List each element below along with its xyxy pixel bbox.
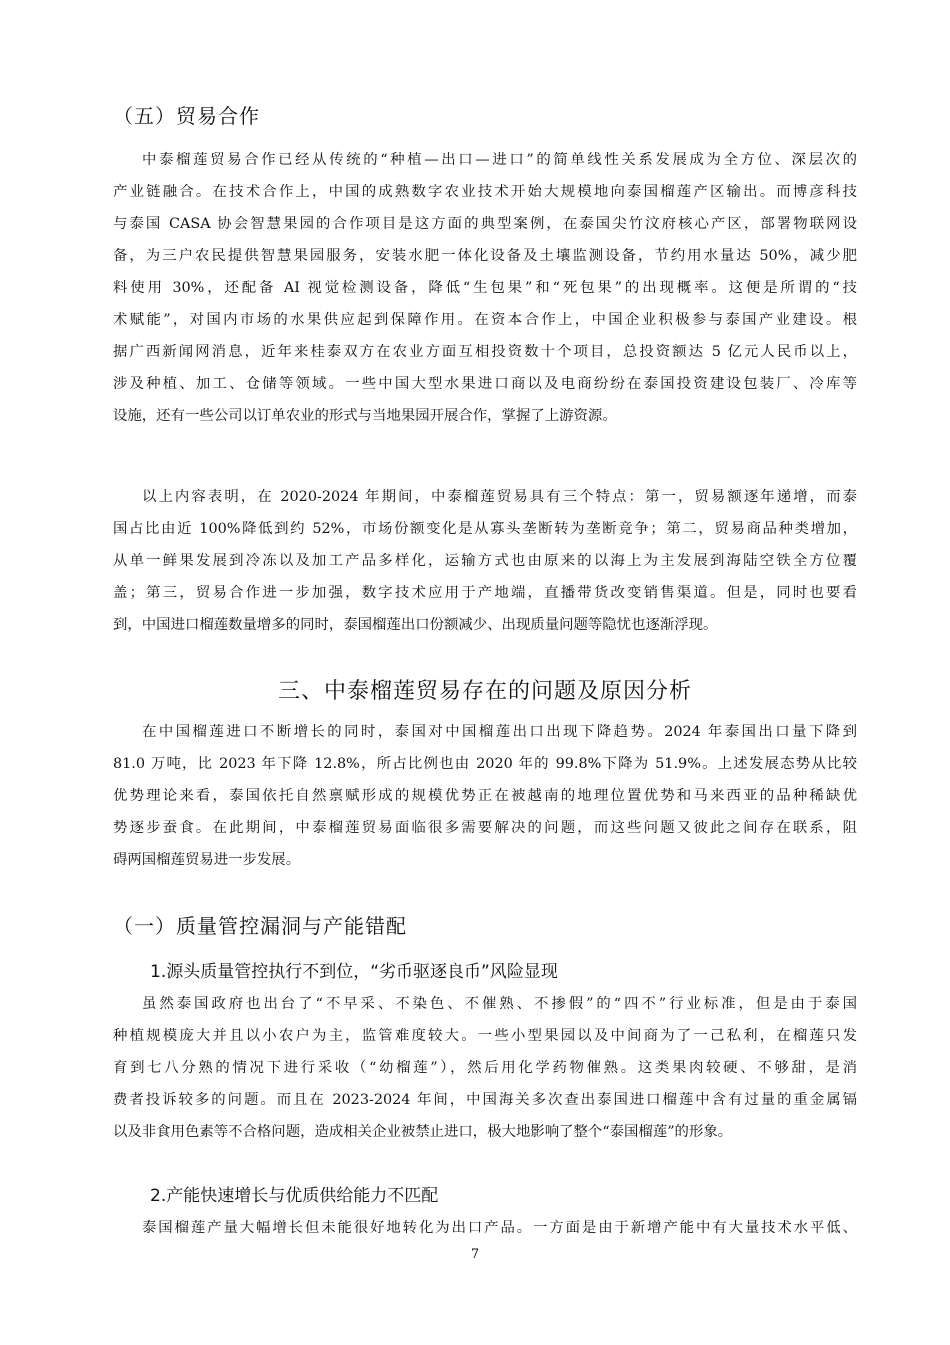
text-line: 到，中国进口榴莲数量增多的同时，泰国榴莲出口份额减少、出现质量问题等隐忧也逐渐浮现。 [113, 617, 718, 633]
text-line: 势逐步蚕食。在此期间，中泰榴莲贸易面临很多需要解决的问题，而这些问题又彼此之间存在联系，阻 [113, 820, 857, 836]
text-line: 产业链融合。在技术合作上，中国的成熟数字农业技术开始大规模地向泰国榴莲产区输出。而博彦科技 [113, 184, 857, 200]
text-line: 盖；第三，贸易合作进一步加强，数字技术应用于产地端，直播带货改变销售渠道。但是，同时也要看 [113, 585, 857, 601]
text-line: 虽然泰国政府也出台了“不早采、不染色、不催熟、不掺假”的“四不”行业标准，但是由于泰国 [142, 996, 857, 1012]
paragraph-summary [113, 481, 857, 641]
section-heading-quality: （一）质量管控漏洞与产能错配 [113, 914, 407, 938]
text-line: 优势理论来看，泰国依托自然禀赋形成的规模优势正在被越南的地理位置优势和马来西亚的品种稀缺优 [113, 788, 857, 804]
text-line: 涉及种植、加工、仓储等领域。一些中国大型水果进口商以及电商纷纷在泰国投资建设包装厂、冷库等 [113, 376, 857, 392]
text-line: 术赋能”，对国内市场的水果供应起到保障作用。在资本合作上，中国企业积极参与泰国产业建设。根 [113, 312, 857, 328]
text-line: 与泰国 CASA 协会智慧果园的合作项目是这方面的典型案例，在泰国尖竹汶府核心产区，部署物联网设 [113, 216, 857, 232]
subsection-heading-2: 2.产能快速增长与优质供给能力不匹配 [150, 1186, 439, 1206]
text-line: 育到七八分熟的情况下进行采收（“幼榴莲”），然后用化学药物催熟。这类果肉较硬、不够甜，是消 [113, 1060, 857, 1076]
text-line: 费者投诉较多的问题。而且在 2023-2024 年间，中国海关多次查出泰国进口榴莲中含有过量的重金属镉 [113, 1092, 857, 1108]
paragraph-capacity [113, 1212, 857, 1244]
paragraph-quality-control [113, 988, 857, 1148]
text-line: 以上内容表明，在 2020-2024 年期间，中泰榴莲贸易具有三个特点：第一，贸易额逐年递增，而泰 [142, 489, 857, 505]
text-line: 泰国榴莲产量大幅增长但未能很好地转化为出口产品。一方面是由于新增产能中有大量技术水平低、 [142, 1220, 857, 1236]
text-line: 料使用 30%，还配备 AI 视觉检测设备，降低“生包果”和“死包果”的出现概率。这便是所谓的“技 [113, 280, 857, 296]
paragraph-problems-intro [113, 716, 857, 876]
text-line: 碍两国榴莲贸易进一步发展。 [113, 852, 301, 868]
text-line: 81.0 万吨，比 2023 年下降 12.8%，所占比例也由 2020 年的 99.8%下降为 51.9%。上述发展态势从比较 [113, 756, 857, 772]
text-line: 以及非食用色素等不合格问题，造成相关企业被禁止进口，极大地影响了整个“泰国榴莲”的形象。 [113, 1124, 733, 1140]
text-line: 种植规模庞大并且以小农户为主，监管难度较大。一些小型果园以及中间商为了一己私利，在榴莲只发 [113, 1028, 857, 1044]
chapter-heading-problems: 三、中泰榴莲贸易存在的问题及原因分析 [277, 679, 692, 704]
text-line: 从单一鲜果发展到冷冻以及加工产品多样化，运输方式也由原来的以海上为主发展到海陆空铁全方位覆 [113, 553, 857, 569]
subsection-heading-1: 1.源头质量管控执行不到位，“劣币驱逐良币”风险显现 [150, 962, 558, 982]
text-line: 备，为三户农民提供智慧果园服务，安装水肥一体化设备及土壤监测设备，节约用水量达 50%，减少肥 [113, 248, 857, 264]
text-line: 据广西新闻网消息，近年来桂泰双方在农业方面互相投资数十个项目，总投资额达 5 亿元人民币以上， [113, 344, 857, 360]
paragraph-trade-cooperation [113, 144, 857, 432]
text-line: 国占比由近 100%降低到约 52%，市场份额变化是从寡头垄断转为垄断竞争；第二，贸易商品种类增加， [113, 521, 857, 537]
section-heading-trade-cooperation: （五）贸易合作 [113, 104, 260, 128]
text-line: 设施，还有一些公司以订单农业的形式与当地果园开展合作，掌握了上游资源。 [113, 408, 617, 424]
page-number: 7 [470, 1247, 480, 1262]
text-line: 在中国榴莲进口不断增长的同时，泰国对中国榴莲出口出现下降趋势。2024 年泰国出口量下降到 [142, 724, 857, 740]
text-line: 中泰榴莲贸易合作已经从传统的“种植—出口—进口”的简单线性关系发展成为全方位、深层次的 [142, 152, 857, 168]
